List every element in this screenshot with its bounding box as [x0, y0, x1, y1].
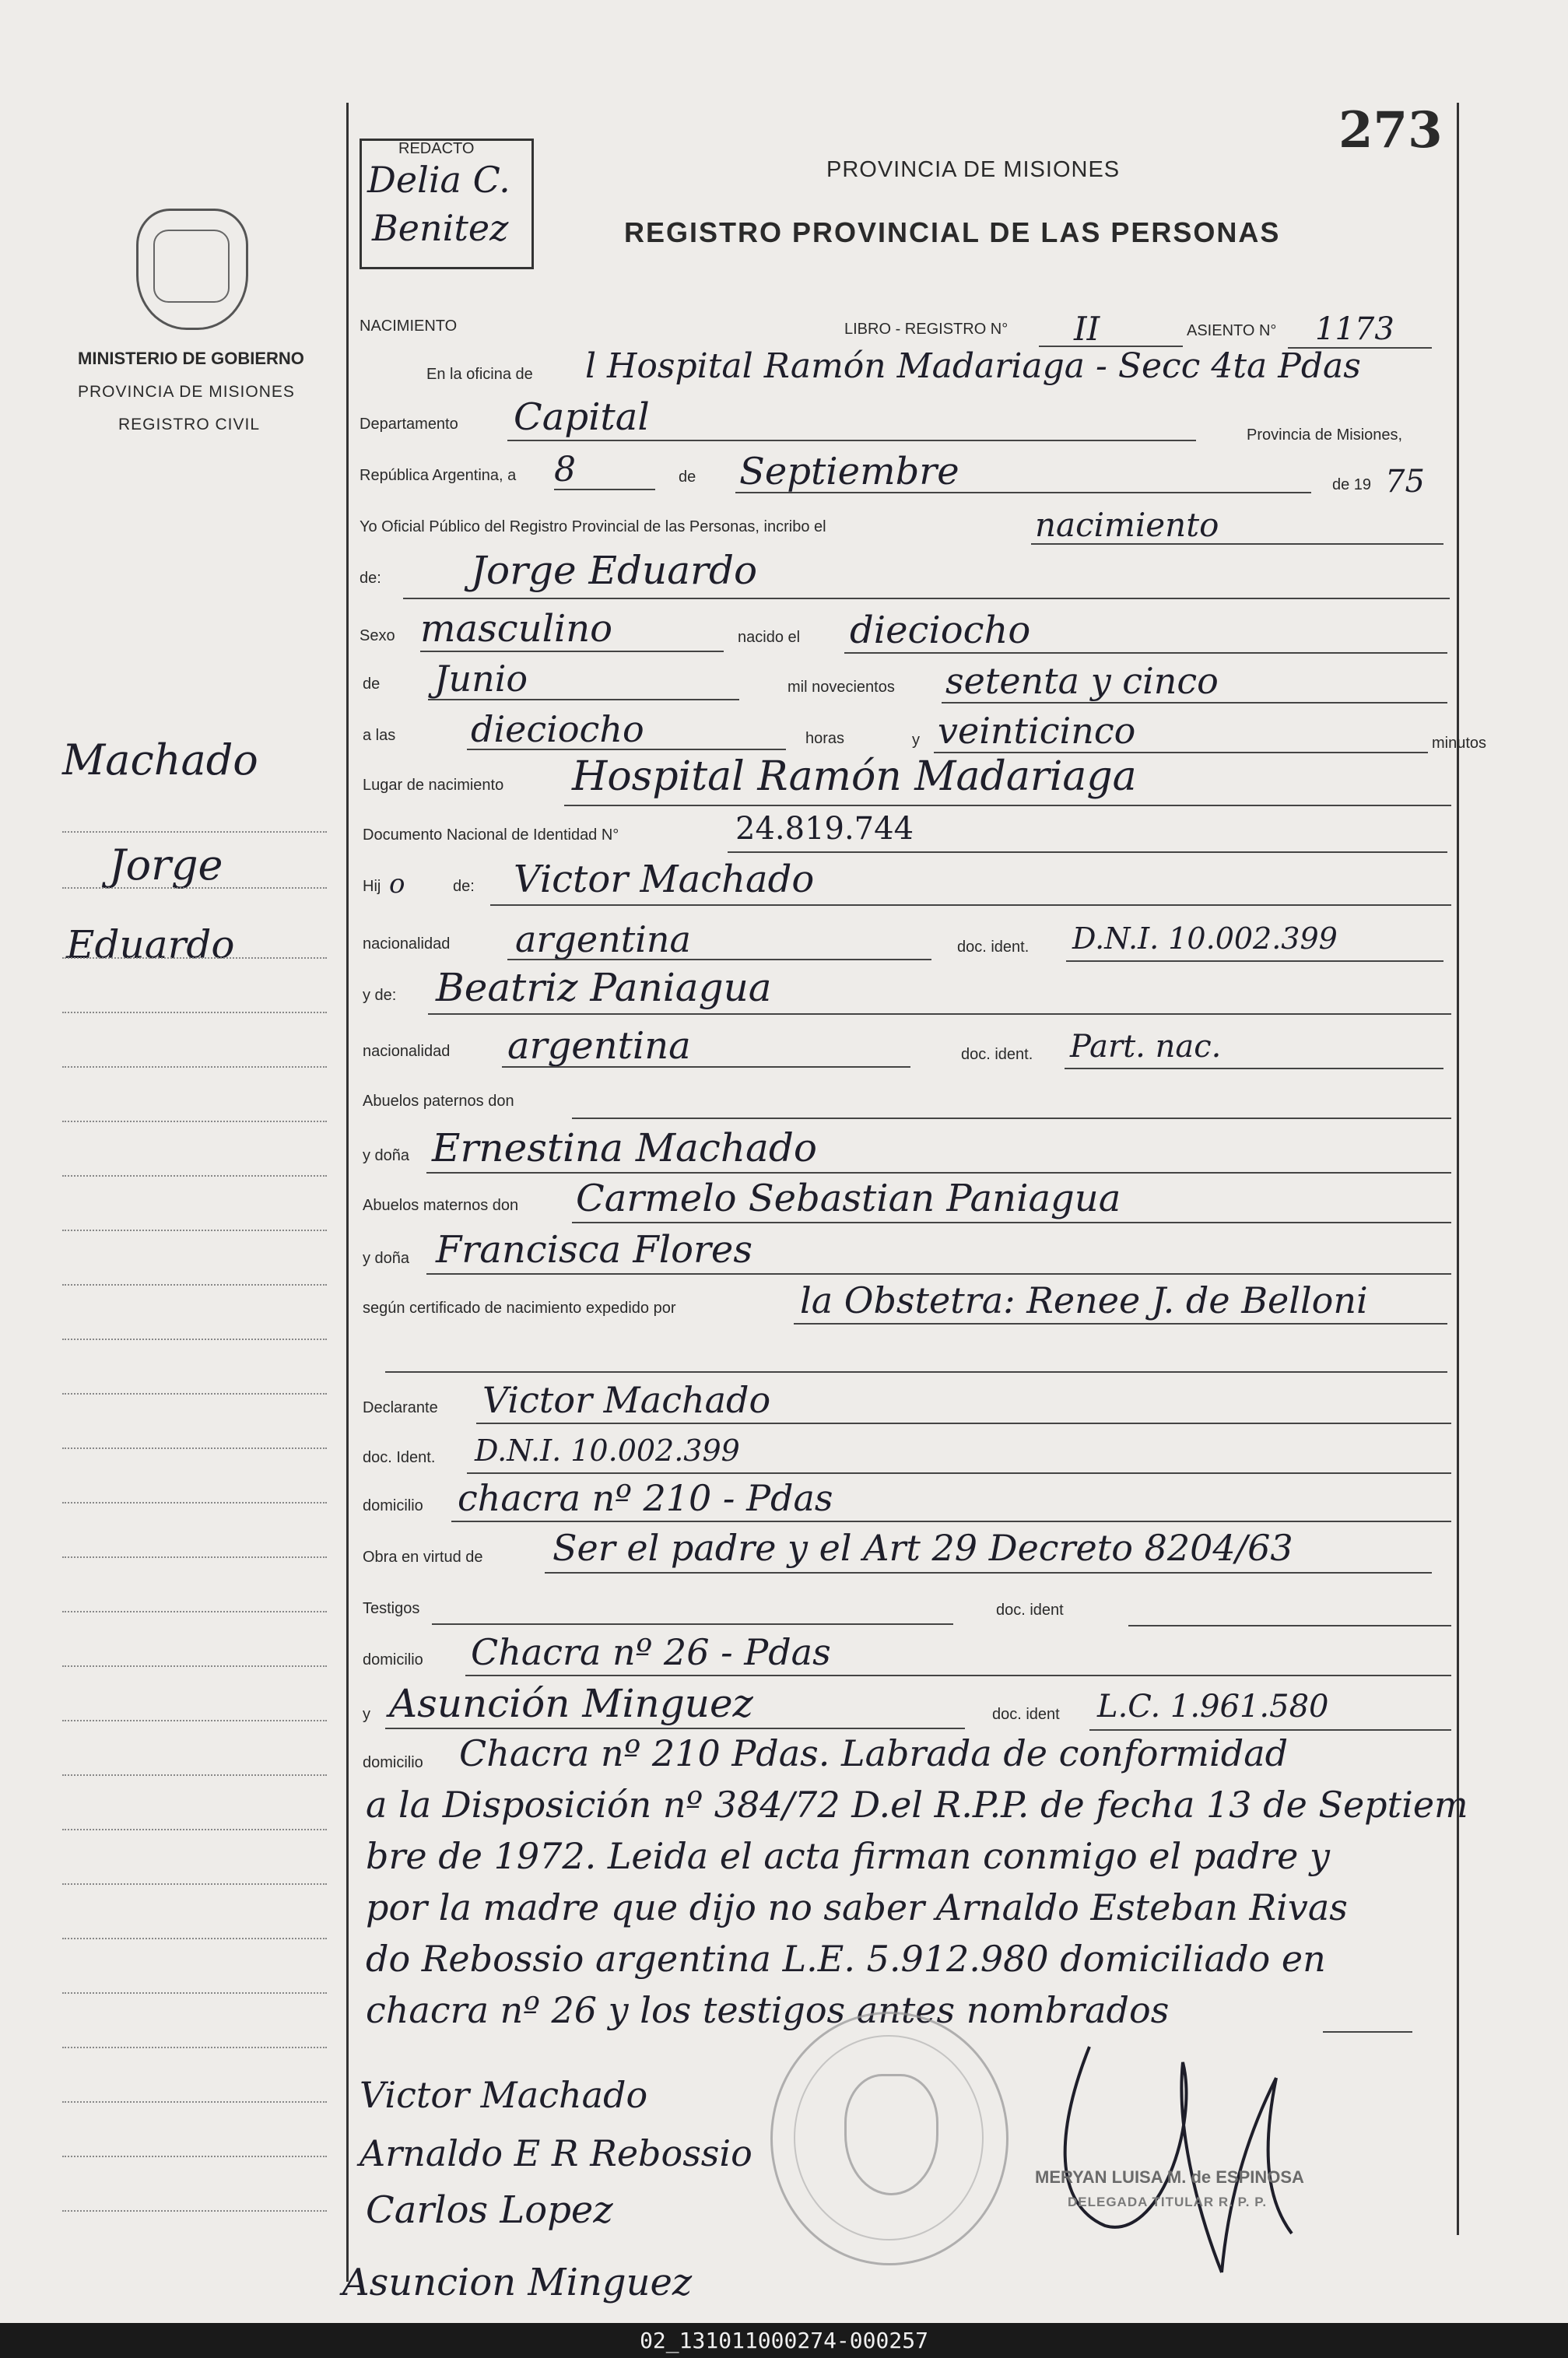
asiento-label: ASIENTO N° — [1187, 322, 1277, 339]
abuela-paterna-rule — [426, 1172, 1451, 1174]
right-frame-line — [1457, 103, 1459, 2235]
margin-dotted-line — [62, 1829, 327, 1830]
obra-rule — [545, 1572, 1432, 1574]
abuela-materna-value: Francisca Flores — [436, 1228, 752, 1272]
margin-dotted-line — [62, 1883, 327, 1885]
margin-dotted-line — [62, 957, 327, 959]
padre-rule — [490, 904, 1451, 906]
certificado-value: la Obstetra: Renee J. de Belloni — [800, 1279, 1368, 1321]
de-mes-label: de — [363, 675, 381, 693]
y-label: y — [912, 732, 920, 749]
page-number: 273 — [1338, 101, 1443, 160]
oficina-label: En la oficina de — [426, 366, 533, 383]
abuelos-maternos-label: Abuelos maternos don — [363, 1197, 519, 1214]
doc-ident-2-label: doc. ident — [996, 1602, 1064, 1619]
margin-dotted-line — [62, 1447, 327, 1449]
doc-1-rule — [1066, 960, 1443, 962]
doc-ident-rule — [467, 1472, 1451, 1474]
file-id: 02_131011000274-000257 — [640, 2328, 928, 2353]
certificado-rule-2 — [385, 1371, 1447, 1373]
domicilio-1-value: chacra nº 210 - Pdas — [458, 1477, 833, 1519]
hijo-suffix: o — [389, 868, 405, 900]
y-de-label: y de: — [363, 987, 397, 1004]
declarante-label: Declarante — [363, 1399, 438, 1416]
hora-value: dieciocho — [471, 708, 644, 750]
y-dona-1-label: y doña — [363, 1147, 410, 1164]
observaciones-line-3: por la madre que dijo no saber Arnaldo Esteban Rivas — [366, 1886, 1348, 1928]
margin-dotted-line — [62, 2156, 327, 2157]
obra-value: Ser el padre y el Art 29 Decreto 8204/63 — [552, 1527, 1293, 1569]
margin-dotted-line — [62, 831, 327, 833]
doc-2-label: doc. ident. — [961, 1046, 1033, 1063]
nacionalidad-2-rule — [502, 1066, 910, 1068]
registry-label: REGISTRO CIVIL — [118, 416, 261, 433]
header-province: PROVINCIA DE MISIONES — [826, 157, 1121, 182]
domicilio-2-rule — [465, 1675, 1451, 1676]
doc-2-value: Part. nac. — [1070, 1029, 1222, 1065]
signature-4: Asuncion Minguez — [342, 2261, 693, 2304]
margin-dotted-line — [62, 1175, 327, 1177]
nombre-value: Jorge Eduardo — [471, 548, 758, 593]
inscribe-value: nacimiento — [1035, 506, 1219, 544]
nacionalidad-1-value: argentina — [515, 918, 691, 960]
doc-1-label: doc. ident. — [957, 939, 1030, 956]
departamento-value: Capital — [514, 395, 650, 439]
abuelo-materno-value: Carmelo Sebastian Paniagua — [576, 1177, 1121, 1220]
departamento-rule — [507, 440, 1196, 441]
mil-label: mil novecientos — [788, 679, 895, 696]
official-signature — [1043, 2031, 1323, 2288]
margin-dotted-line — [62, 1284, 327, 1286]
coat-of-arms-inner — [153, 230, 230, 303]
dni-rule — [728, 851, 1447, 853]
oficina-value: l Hospital Ramón Madariaga - Secc 4ta Pdas — [585, 346, 1361, 386]
ministry-label: MINISTERIO DE GOBIERNO — [78, 349, 304, 368]
nacimiento-label: NACIMIENTO — [360, 318, 458, 335]
abuelos-paternos-label: Abuelos paternos don — [363, 1093, 514, 1110]
nacido-value: dieciocho — [850, 609, 1031, 652]
nacionalidad-2-label: nacionalidad — [363, 1043, 451, 1060]
file-id-bar — [0, 2323, 1568, 2358]
margin-dotted-line — [62, 1665, 327, 1667]
asiento-value: 1173 — [1315, 311, 1394, 347]
margin-dotted-line — [62, 2047, 327, 2048]
testigos-rule — [432, 1623, 953, 1625]
abuela-paterna-value: Ernestina Machado — [432, 1125, 817, 1170]
testigo-2-value: Asunción Minguez — [389, 1681, 753, 1726]
doc-1-value: D.N.I. 10.002.399 — [1072, 921, 1338, 956]
nacionalidad-1-label: nacionalidad — [363, 935, 451, 953]
hora-rule — [467, 749, 786, 750]
margin-dotted-line — [62, 2101, 327, 2103]
de-label-2: de 19 — [1332, 476, 1372, 493]
margin-dotted-line — [62, 1066, 327, 1068]
doc-2-rule — [1065, 1068, 1443, 1069]
redacto-hand-line2: Benitez — [372, 207, 509, 249]
nacionalidad-1-rule — [507, 959, 931, 960]
margin-dotted-line — [62, 1121, 327, 1122]
observaciones-line-2: bre de 1972. Leida el acta firman conmigo el padre y — [366, 1835, 1330, 1877]
lugar-value: Hospital Ramón Madariaga — [572, 753, 1137, 800]
margin-firstname: Jorge — [109, 840, 223, 890]
minutos-value: veinticinco — [938, 710, 1136, 752]
official-name: MERYAN LUISA M. de ESPINOSA — [1035, 2167, 1304, 2187]
signature-3: Carlos Lopez — [366, 2188, 613, 2232]
doc-ident-3-label: doc. ident — [992, 1706, 1060, 1723]
margin-dotted-line — [62, 1774, 327, 1776]
abuelo-materno-rule — [572, 1222, 1451, 1223]
redacto-hand-line1: Delia C. — [367, 159, 510, 201]
left-province-label: PROVINCIA DE MISIONES — [78, 383, 295, 401]
mes-rule — [735, 492, 1311, 493]
nacido-rule — [844, 652, 1447, 654]
domicilio-2-label: domicilio — [363, 1651, 423, 1668]
sexo-rule — [420, 651, 724, 652]
libro-value: II — [1074, 310, 1100, 348]
doc-ident-3-rule — [1089, 1729, 1451, 1731]
madre-value: Beatriz Paniagua — [436, 965, 772, 1010]
testigos-label: Testigos — [363, 1600, 420, 1617]
domicilio-1-rule — [451, 1521, 1451, 1522]
margin-dotted-line — [62, 1720, 327, 1721]
signature-1: Victor Machado — [360, 2074, 648, 2116]
nacionalidad-2-value: argentina — [507, 1024, 691, 1068]
declarante-value: Victor Machado — [482, 1379, 771, 1421]
observaciones-line-4: do Rebossio argentina L.E. 5.912.980 domiciliado en — [366, 1938, 1326, 1980]
dia-value: 8 — [554, 450, 576, 489]
margin-dotted-line — [62, 1012, 327, 1013]
obra-label: Obra en virtud de — [363, 1549, 483, 1566]
lugar-label: Lugar de nacimiento — [363, 777, 504, 794]
mes-value: Septiembre — [739, 450, 959, 493]
left-frame-line — [346, 103, 349, 2282]
observaciones-end-rule — [1323, 2031, 1412, 2033]
lugar-rule — [564, 805, 1451, 806]
margin-dotted-line — [62, 1502, 327, 1504]
margin-dotted-line — [62, 1339, 327, 1340]
hijo-label: Hij — [363, 878, 381, 895]
y-testigo-label: y — [363, 1706, 370, 1723]
doc-ident-3-value: L.C. 1.961.580 — [1097, 1689, 1329, 1725]
hijo-de-label: de: — [453, 878, 475, 895]
minutos-label: minutos — [1432, 735, 1487, 752]
departamento-label: Departamento — [360, 416, 458, 433]
doc-ident-2-rule — [1128, 1625, 1451, 1626]
de-label: de — [679, 468, 696, 486]
declarante-rule — [476, 1423, 1451, 1424]
margin-dotted-line — [62, 2210, 327, 2212]
abuela-materna-rule — [426, 1273, 1451, 1275]
nacido-label: nacido el — [738, 629, 801, 646]
domicilio-3-label: domicilio — [363, 1754, 423, 1771]
margin-dotted-line — [62, 1611, 327, 1612]
nombre-rule — [403, 598, 1450, 599]
testigo-2-rule — [385, 1728, 965, 1729]
observaciones-line-1: a la Disposición nº 384/72 D.el R.P.P. de fecha 13 de Septiem — [366, 1784, 1468, 1826]
margin-dotted-line — [62, 1992, 327, 1994]
margin-dotted-line — [62, 1230, 327, 1231]
certificado-label: según certificado de nacimiento expedido por — [363, 1300, 676, 1317]
dni-value: 24.819.744 — [735, 811, 914, 847]
mes-nac-rule — [428, 699, 739, 700]
horas-label: horas — [805, 730, 845, 747]
domicilio-2-value: Chacra nº 26 - Pdas — [471, 1631, 831, 1673]
domicilio-3-value: Chacra nº 210 Pdas. Labrada de conformidad — [459, 1732, 1289, 1774]
padre-value: Victor Machado — [514, 858, 815, 901]
y-dona-2-label: y doña — [363, 1250, 410, 1267]
sexo-label: Sexo — [360, 627, 395, 644]
official-seal-emblem — [844, 2074, 938, 2195]
official-title: DELEGADA TITULAR R. P. P. — [1068, 2195, 1268, 2209]
margin-surname: Machado — [62, 735, 258, 784]
oficial-label: Yo Oficial Público del Registro Provincial de las Personas, incribo el — [360, 518, 826, 535]
margin-dotted-line — [62, 1938, 327, 1939]
anio-nac-value: setenta y cinco — [945, 660, 1219, 702]
republica-label: República Argentina, a — [360, 467, 517, 484]
dia-rule — [554, 489, 655, 490]
certificado-rule — [794, 1323, 1447, 1325]
observaciones-line-5: chacra nº 26 y los testigos antes nombrados — [366, 1989, 1170, 2031]
a-las-label: a las — [363, 727, 396, 744]
madre-rule — [428, 1013, 1451, 1015]
abuelos-paternos-rule — [572, 1118, 1451, 1119]
doc-ident-value: D.N.I. 10.002.399 — [475, 1433, 740, 1468]
libro-label: LIBRO - REGISTRO N° — [844, 321, 1009, 338]
mes-nac-value: Junio — [434, 658, 528, 700]
de-name-label: de: — [360, 570, 381, 587]
dni-label: Documento Nacional de Identidad N° — [363, 826, 619, 844]
margin-middlename: Eduardo — [66, 922, 235, 967]
margin-dotted-line — [62, 1393, 327, 1395]
sexo-value: masculino — [420, 607, 613, 651]
provincia-label: Provincia de Misiones, — [1247, 426, 1403, 444]
header-title: REGISTRO PROVINCIAL DE LAS PERSONAS — [624, 216, 1281, 248]
margin-dotted-line — [62, 887, 327, 889]
doc-ident-label: doc. Ident. — [363, 1449, 436, 1466]
domicilio-1-label: domicilio — [363, 1497, 423, 1514]
signature-2: Arnaldo E R Rebossio — [360, 2132, 752, 2174]
margin-dotted-line — [62, 1556, 327, 1558]
anio-nac-rule — [942, 702, 1447, 704]
anio-value: 75 — [1385, 464, 1425, 500]
inscribe-rule — [1031, 543, 1443, 545]
redacto-label: REDACTO — [398, 140, 475, 157]
